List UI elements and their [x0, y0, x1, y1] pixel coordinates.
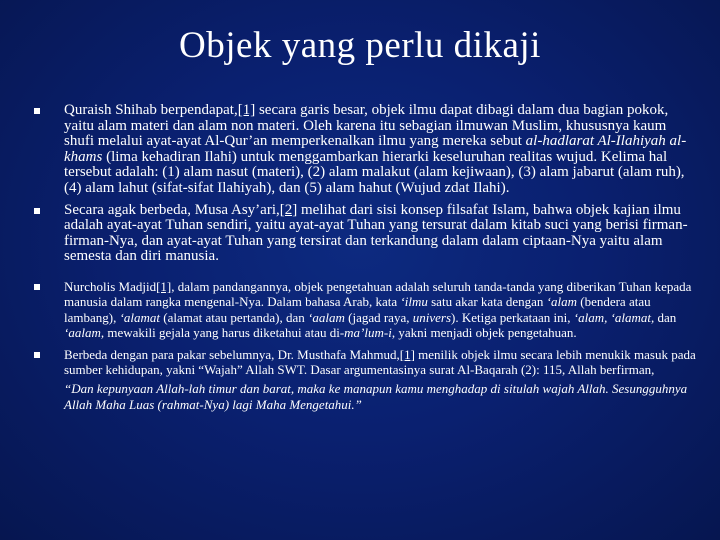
- square-bullet-icon: [34, 208, 40, 214]
- list-item: Nurcholis Madjid[1], dalam pandangannya, objek pengetahuan adalah seluruh tanda-tanda yang diberikan Tuhan kepada manusia dalam rangka mengenal-Nya. Dalam bahasa Arab, kata ‘ilmu satu akar kata dengan ‘alam (bendera atau lambang), ‘alamat (alamat atau pertanda), dan ‘aalam (jagad raya, univers). Ketiga perkataan ini, ‘alam, ‘alamat, dan ‘aalam, mewakili gejala yang harus diketahui atau di-ma’lum-i, yakni menjadi objek pengetahuan.: [34, 279, 698, 341]
- slide-content: [34, 103, 698, 412]
- slide-title: Objek yang perlu dikaji: [179, 25, 541, 66]
- list-item: Quraish Shihab berpendapat,[1] secara garis besar, objek ilmu dapat dibagi dalam dua bagian pokok, yaitu alam materi dan alam non materi. Oleh karena itu sebagian ilmuwan Muslim, khususnya kaum shufi melalui ayat-ayat Al-Qur’an memperkenalkan ilmu yang mereka sebut al-hadlarat Al-Ilahiyah al-khams (lima kehadiran Ilahi) untuk menggambarkan hierarki keseluruhan realitas wujud. Kelima hal tersebut adalah: (1) alam nasut (materi), (2) alam malakut (alam kejiwaan), (3) alam jabarut (alam ruh), (4) alam lahut (sifat-sifat Ilahiyah), dan (5) alam hahut (Wujud zdat Ilahi).: [34, 103, 698, 197]
- footnote-link[interactable]: [1]: [237, 102, 256, 118]
- list-item: Berbeda dengan para pakar sebelumnya, Dr. Musthafa Mahmud,[1] menilik objek ilmu secara lebih menukik masuk pada sumber kehidupan, yakni “Wajah” Allah SWT. Dasar argumentasinya surat Al-Baqarah (2): 115, Allah berfirman,: [34, 347, 698, 378]
- square-bullet-icon: [34, 352, 40, 358]
- quran-quote: “Dan kepunyaan Allah-lah timur dan barat, maka ke manapun kamu menghadap di situlah wajah Allah. Sesungguhnya Allah Maha Luas (rahmat-Nya) lagi Maha Mengetahui.”: [64, 381, 688, 412]
- footnote-link[interactable]: [1]: [156, 278, 172, 294]
- footnote-link[interactable]: [2]: [279, 201, 298, 218]
- footnote-link[interactable]: [1]: [399, 346, 415, 362]
- list-item: Secara agak berbeda, Musa Asy’ari,[2] melihat dari sisi konsep filsafat Islam, bahwa objek kajian ilmu adalah ayat-ayat Tuhan sendiri, yaitu ayat-ayat Tuhan yang tersurat dalam kitab suci yang berisi firman-firman-Nya, dan ayat-ayat Tuhan yang tersirat dan terkandung dalam dalam ciptaan-Nya yaitu alam semesta dan diri manusia.: [34, 203, 698, 265]
- square-bullet-icon: [34, 284, 40, 290]
- square-bullet-icon: [34, 108, 40, 114]
